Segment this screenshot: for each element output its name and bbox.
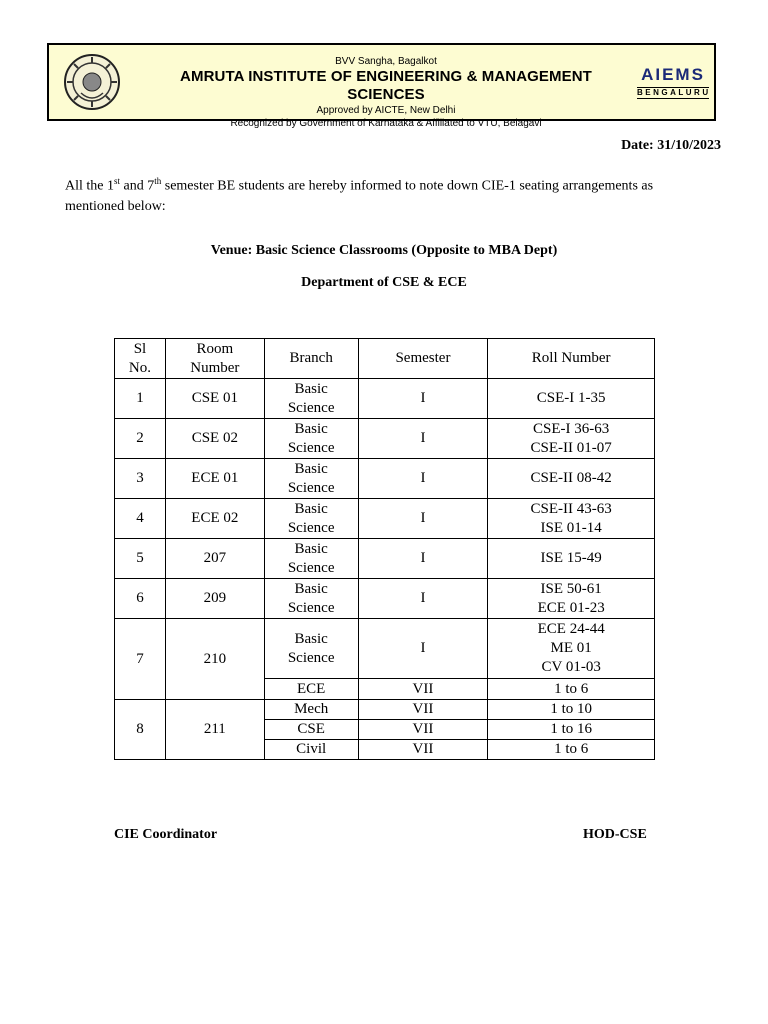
recognition-line: Recognized by Government of Karnataka & Affiliated to VTU, Belagavi — [230, 118, 542, 129]
cell-room: 207 — [165, 539, 264, 579]
table-row — [115, 419, 655, 459]
cell-roll: ISE 50-61 ECE 01-23 — [488, 579, 655, 619]
cell-sl: 2 — [115, 419, 166, 459]
table-row — [115, 579, 655, 619]
signature-cie-coordinator: CIE Coordinator — [114, 827, 218, 842]
col-header-room: Room Number — [165, 339, 264, 379]
table-row — [115, 539, 655, 579]
cell-sl: 5 — [115, 539, 166, 579]
trust-name: BVV Sangha, Bagalkot — [335, 56, 437, 67]
cell-roll: ISE 15-49 — [488, 539, 655, 579]
cell-roll: CSE-II 43-63 ISE 01-14 — [488, 499, 655, 539]
institute-name: AMRUTA INSTITUTE OF ENGINEERING & MANAGEMENT SCIENCES — [180, 68, 592, 103]
cell-sl: 3 — [115, 459, 166, 499]
cell-branch: ECE — [264, 679, 358, 700]
cell-semester: I — [358, 499, 488, 539]
table-header-row — [115, 339, 655, 379]
brand-name: AIEMS — [641, 65, 705, 84]
table-row — [115, 379, 655, 419]
cell-sl: 7 — [115, 619, 166, 700]
cell-branch: Basic Science — [264, 539, 358, 579]
cell-room: CSE 02 — [165, 419, 264, 459]
table-row — [115, 459, 655, 499]
cell-room: 211 — [165, 700, 264, 760]
cell-semester: VII — [358, 679, 488, 700]
cell-roll: 1 to 16 — [488, 720, 655, 740]
intro-text-1: All the 1 — [65, 178, 114, 194]
notice-date: Date: 31/10/2023 — [621, 138, 721, 153]
cell-roll: ECE 24-44 ME 01 CV 01-03 — [488, 619, 655, 679]
letterhead — [47, 43, 716, 129]
cell-semester: I — [358, 619, 488, 679]
cell-semester: I — [358, 459, 488, 499]
cell-branch: Basic Science — [264, 419, 358, 459]
seating-table — [114, 338, 655, 760]
cell-room: 209 — [165, 579, 264, 619]
col-header-branch: Branch — [264, 339, 358, 379]
col-header-semester: Semester — [358, 339, 488, 379]
cell-sl: 4 — [115, 499, 166, 539]
institute-emblem-icon — [63, 53, 121, 111]
signature-hod: HOD-CSE — [583, 827, 647, 842]
table-row — [115, 499, 655, 539]
intro-paragraph — [65, 171, 715, 217]
cell-roll: CSE-I 36-63 CSE-II 01-07 — [488, 419, 655, 459]
cell-branch: CSE — [264, 720, 358, 740]
table-row — [115, 700, 655, 720]
col-header-sl: Sl No. — [115, 339, 166, 379]
intro-text-3: semester BE students are hereby informed to note down CIE-1 seating arrangements as mentioned below: — [65, 178, 654, 214]
cell-roll: CSE-II 08-42 — [488, 459, 655, 499]
cell-semester: I — [358, 379, 488, 419]
venue-heading: Venue: Basic Science Classrooms (Opposite to MBA Dept) — [210, 243, 558, 258]
brand-city: BENGALURU — [637, 88, 711, 97]
cell-roll: 1 to 6 — [488, 740, 655, 760]
cell-branch: Basic Science — [264, 579, 358, 619]
cell-roll: 1 to 10 — [488, 700, 655, 720]
cell-semester: I — [358, 419, 488, 459]
letterhead-text — [141, 55, 631, 130]
cell-room: ECE 01 — [165, 459, 264, 499]
cell-branch: Basic Science — [264, 499, 358, 539]
cell-room: 210 — [165, 619, 264, 700]
cell-sl: 1 — [115, 379, 166, 419]
cell-sl: 8 — [115, 700, 166, 760]
intro-text-2: and 7 — [120, 178, 155, 194]
cell-room: CSE 01 — [165, 379, 264, 419]
cell-sl: 6 — [115, 579, 166, 619]
cell-semester: I — [358, 579, 488, 619]
cell-semester: I — [358, 539, 488, 579]
intro-sup-2: th — [154, 176, 162, 186]
department-heading: Department of CSE & ECE — [301, 275, 467, 290]
cell-branch: Basic Science — [264, 619, 358, 679]
cell-semester: VII — [358, 720, 488, 740]
cell-semester: VII — [358, 740, 488, 760]
approval-line: Approved by AICTE, New Delhi — [316, 105, 456, 116]
col-header-roll: Roll Number — [488, 339, 655, 379]
cell-roll: CSE-I 1-35 — [488, 379, 655, 419]
cell-branch: Basic Science — [264, 459, 358, 499]
cell-branch: Mech — [264, 700, 358, 720]
cell-branch: Civil — [264, 740, 358, 760]
brand-logo — [631, 65, 715, 99]
table-row — [115, 619, 655, 679]
cell-branch: Basic Science — [264, 379, 358, 419]
intro-sup-1: st — [114, 176, 121, 186]
cell-semester: VII — [358, 700, 488, 720]
cell-room: ECE 02 — [165, 499, 264, 539]
cell-roll: 1 to 6 — [488, 679, 655, 700]
